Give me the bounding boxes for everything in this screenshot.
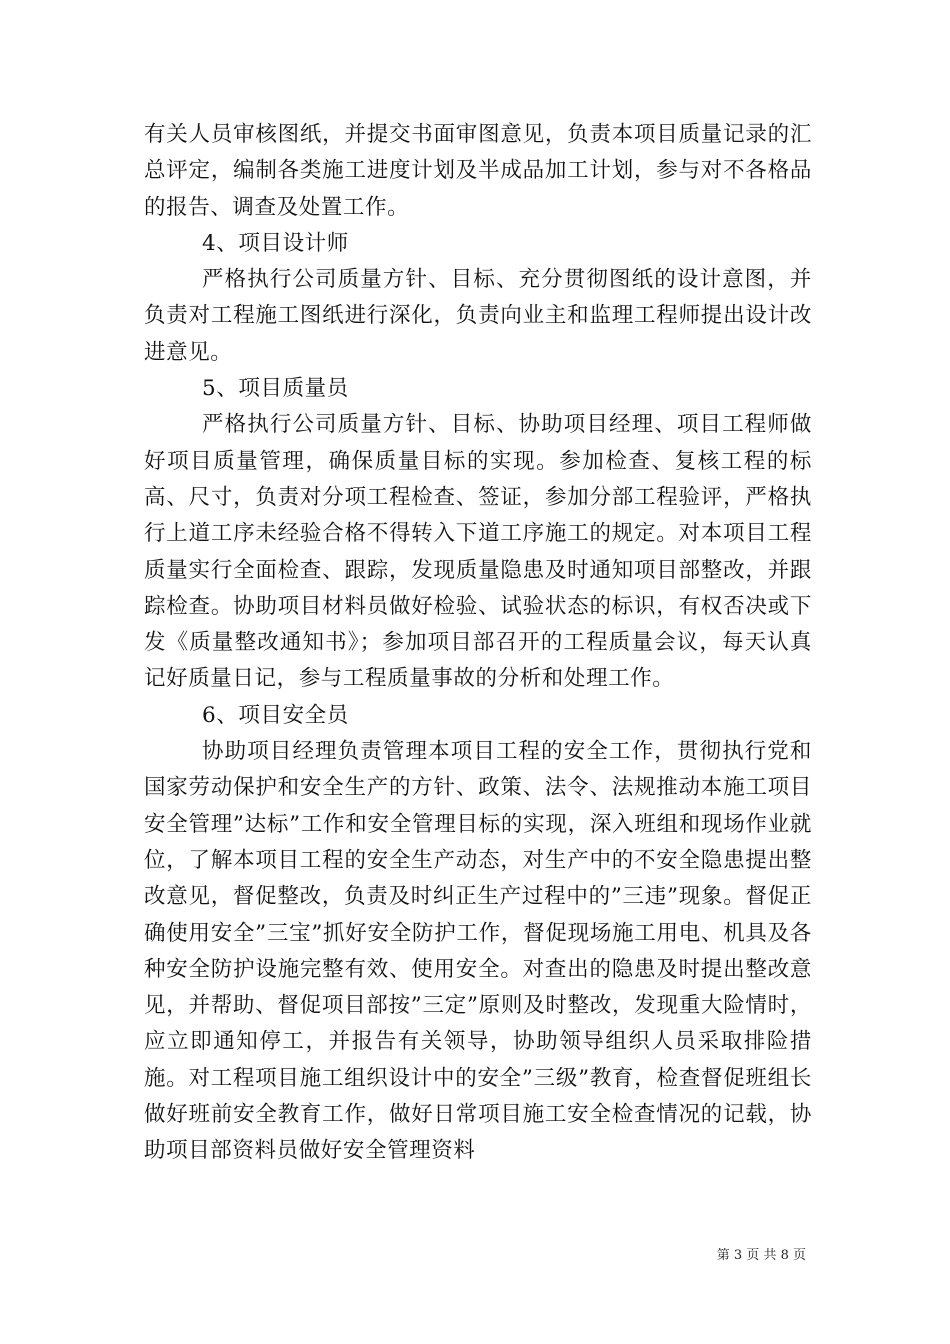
section-heading-safety-officer: 6、项目安全员 bbox=[202, 702, 349, 728]
section-heading-quality-officer: 5、项目质量员 bbox=[202, 376, 349, 402]
paragraph-quality-officer-duties: 严格执行公司质量方针、目标、协助项目经理、项目工程师做好项目质量管理，确保质量目标的实现。参加检查、复核工程的标高、尺寸，负责对分项工程检查、签证，参加分部工程验评，严格执行上道工序未经验合格不得转入下道工序施工的规定。对本项目工程质量实行全面检查、跟踪，发现质量隐患及时通知项目部整改，并跟踪检查。协助项目材料员做好检验、试验状态的标识，有权否决或下发《质量整改通知书》；参加项目部召开的工程质量会议，每天认真记好质量日记，参与工程质量事故的分析和处理工作。 bbox=[144, 412, 812, 692]
section-heading-designer: 4、项目设计师 bbox=[202, 230, 349, 256]
paragraph-safety-officer-duties: 协助项目经理负责管理本项目工程的安全工作，贯彻执行党和国家劳动保护和安全生产的方针、政策、法令、法规推动本施工项目安全管理”达标”工作和安全管理目标的实现，深入班组和现场作业就位，了解本项目工程的安全生产动态，对生产中的不安全隐患提出整改意见，督促整改，负责及时纠正生产过程中的”三违”现象。督促正确使用安全”三宝”抓好安全防护工作，督促现场施工用电、机具及各种安全防护设施完整有效、使用安全。对查出的隐患及时提出整改意见，并帮助、督促项目部按”三定”原则及时整改，发现重大险情时，应立即通知停工，并报告有关领导，协助领导组织人员采取排险措施。对工程项目施工组织设计中的安全”三级”教育，检查督促班组长做好班前安全教育工作，做好日常项目施工安全检查情况的记载，协助项目部资料员做好安全管理资料 bbox=[144, 739, 812, 1164]
document-body bbox=[144, 117, 812, 1170]
paragraph-designer-duties: 严格执行公司质量方针、目标、充分贯彻图纸的设计意图，并负责对工程施工图纸进行深化，负责向业主和监理工程师提出设计改进意见。 bbox=[144, 267, 812, 365]
page-number-footer: 第 3 页 共 8 页 bbox=[716, 1248, 806, 1263]
paragraph-continued-intro: 有关人员审核图纸，并提交书面审图意见，负责本项目质量记录的汇总评定，编制各类施工进度计划及半成品加工计划，参与对不各格品的报告、调查及处置工作。 bbox=[144, 122, 812, 220]
